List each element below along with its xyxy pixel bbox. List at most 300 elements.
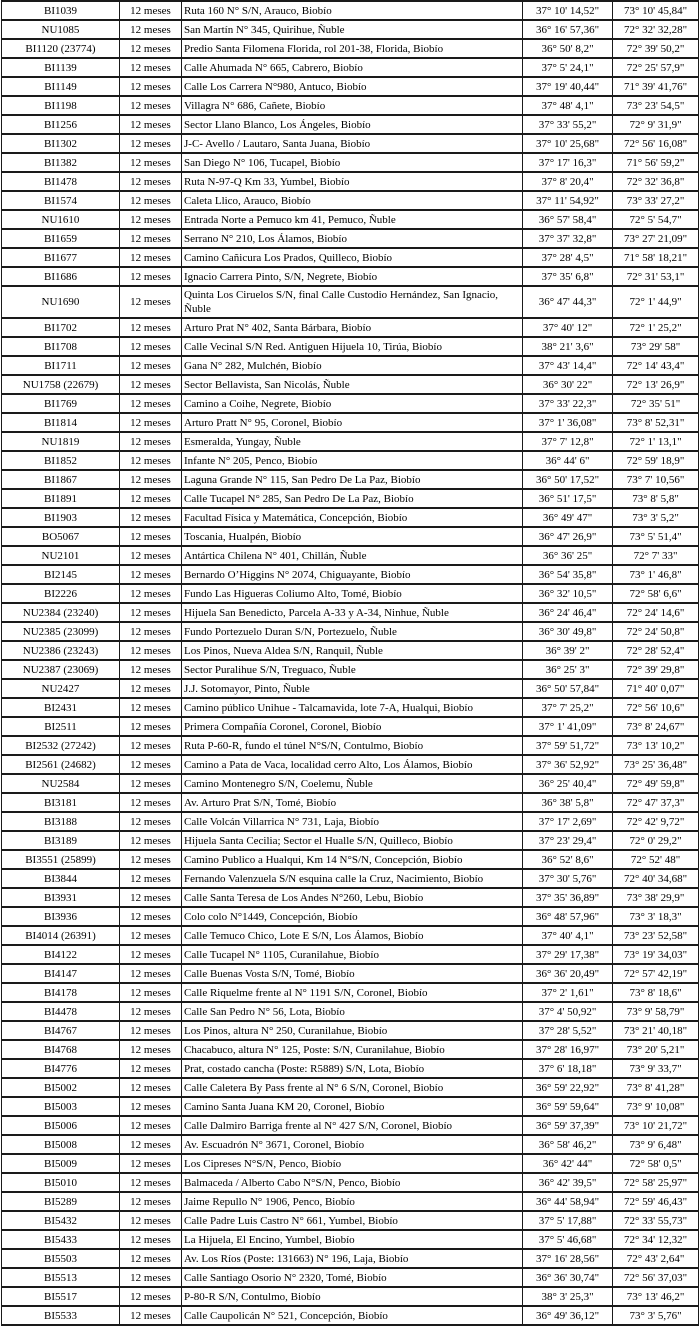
address-cell: Los Pinos, Nueva Aldea S/N, Ranquil, Ñuble (182, 642, 523, 661)
period-cell: 12 meses (120, 965, 182, 984)
longitude-cell: 73° 38' 29,9" (613, 889, 699, 908)
period-cell: 12 meses (120, 946, 182, 965)
address-cell: Av. Arturo Prat S/N, Tomé, Biobío (182, 794, 523, 813)
period-cell: 12 meses (120, 1250, 182, 1269)
period-cell: 12 meses (120, 1079, 182, 1098)
station-id-cell: BI4014 (26391) (2, 927, 120, 946)
station-id-cell: BI5003 (2, 1098, 120, 1117)
latitude-cell: 36° 50' 57,84" (523, 680, 613, 699)
address-cell: Arturo Pratt N° 95, Coronel, Biobío (182, 414, 523, 433)
latitude-cell: 37° 11' 54,92" (523, 192, 613, 211)
address-cell: Sector Puralihue S/N, Treguaco, Ñuble (182, 661, 523, 680)
period-cell: 12 meses (120, 680, 182, 699)
latitude-cell: 37° 7' 25,2" (523, 699, 613, 718)
period-cell: 12 meses (120, 268, 182, 287)
station-id-cell: NU1610 (2, 211, 120, 230)
longitude-cell: 73° 5' 51,4" (613, 528, 699, 547)
station-id-cell: BI1711 (2, 357, 120, 376)
address-cell: Calle Caupolicán N° 521, Concepción, Biobío (182, 1307, 523, 1326)
address-cell: Infante N° 205, Penco, Biobío (182, 452, 523, 471)
period-cell: 12 meses (120, 471, 182, 490)
latitude-cell: 36° 57' 58,4" (523, 211, 613, 230)
period-cell: 12 meses (120, 116, 182, 135)
station-id-cell: BI2145 (2, 566, 120, 585)
station-id-cell: BI5503 (2, 1250, 120, 1269)
latitude-cell: 36° 44' 6" (523, 452, 613, 471)
period-cell: 12 meses (120, 870, 182, 889)
station-id-cell: BI5432 (2, 1212, 120, 1231)
period-cell: 12 meses (120, 211, 182, 230)
period-cell: 12 meses (120, 2, 182, 21)
latitude-cell: 38° 21' 3,6" (523, 338, 613, 357)
table-row (2, 319, 699, 338)
period-cell: 12 meses (120, 395, 182, 414)
address-cell: Calle Padre Luis Castro N° 661, Yumbel, Biobío (182, 1212, 523, 1231)
latitude-cell: 36° 44' 58,94" (523, 1193, 613, 1212)
address-cell: Gana N° 282, Mulchén, Biobío (182, 357, 523, 376)
table-row (2, 1079, 699, 1098)
longitude-cell: 72° 25' 57,9" (613, 59, 699, 78)
period-cell: 12 meses (120, 585, 182, 604)
period-cell: 12 meses (120, 832, 182, 851)
address-cell: Fundo Portezuelo Duran S/N, Portezuelo, Ñuble (182, 623, 523, 642)
longitude-cell: 72° 35' 51" (613, 395, 699, 414)
station-id-cell: BI1382 (2, 154, 120, 173)
longitude-cell: 73° 3' 18,3" (613, 908, 699, 927)
latitude-cell: 36° 51' 17,5" (523, 490, 613, 509)
address-cell: Camino a Pata de Vaca, localidad cerro Alto, Los Álamos, Biobío (182, 756, 523, 775)
latitude-cell: 36° 36' 25" (523, 547, 613, 566)
table-row (2, 338, 699, 357)
table-row (2, 78, 699, 97)
period-cell: 12 meses (120, 889, 182, 908)
address-cell: Calle Santiago Osorio N° 2320, Tomé, Biobío (182, 1269, 523, 1288)
longitude-cell: 72° 0' 29,2" (613, 832, 699, 851)
station-id-cell: BI4776 (2, 1060, 120, 1079)
latitude-cell: 37° 59' 51,72" (523, 737, 613, 756)
longitude-cell: 71° 58' 18,21" (613, 249, 699, 268)
longitude-cell: 73° 9' 33,7" (613, 1060, 699, 1079)
period-cell: 12 meses (120, 1174, 182, 1193)
longitude-cell: 73° 9' 6,48" (613, 1136, 699, 1155)
table-row (2, 490, 699, 509)
station-id-cell: BI3936 (2, 908, 120, 927)
longitude-cell: 73° 21' 40,18" (613, 1022, 699, 1041)
table-row (2, 566, 699, 585)
station-id-cell: BI1867 (2, 471, 120, 490)
longitude-cell: 72° 34' 12,32" (613, 1231, 699, 1250)
latitude-cell: 36° 58' 46,2" (523, 1136, 613, 1155)
longitude-cell: 73° 25' 36,48" (613, 756, 699, 775)
address-cell: Fundo Las Higueras Coliumo Alto, Tomé, Biobío (182, 585, 523, 604)
table-row (2, 1269, 699, 1288)
address-cell: J.J. Sotomayor, Pinto, Ñuble (182, 680, 523, 699)
address-cell: Sector Llano Blanco, Los Ángeles, Biobío (182, 116, 523, 135)
address-cell: Fernando Valenzuela S/N esquina calle la Cruz, Nacimiento, Biobío (182, 870, 523, 889)
station-id-cell: BI1702 (2, 319, 120, 338)
station-id-cell: BI5517 (2, 1288, 120, 1307)
address-cell: Ignacio Carrera Pinto, S/N, Negrete, Biobío (182, 268, 523, 287)
longitude-cell: 73° 9' 58,79" (613, 1003, 699, 1022)
address-cell: Camino Santa Juana KM 20, Coronel, Biobío (182, 1098, 523, 1117)
address-cell: Ruta 160 N° S/N, Arauco, Biobío (182, 2, 523, 21)
latitude-cell: 37° 17' 2,69" (523, 813, 613, 832)
period-cell: 12 meses (120, 249, 182, 268)
address-cell: P-80-R S/N, Contulmo, Biobío (182, 1288, 523, 1307)
longitude-cell: 73° 29' 58" (613, 338, 699, 357)
period-cell: 12 meses (120, 1155, 182, 1174)
table-row (2, 135, 699, 154)
longitude-cell: 73° 8' 41,28" (613, 1079, 699, 1098)
latitude-cell: 38° 3' 25,3" (523, 1288, 613, 1307)
table-row (2, 718, 699, 737)
latitude-cell: 37° 1' 41,09" (523, 718, 613, 737)
latitude-cell: 37° 17' 16,3" (523, 154, 613, 173)
address-cell: Calle Tucapel N° 285, San Pedro De La Paz, Biobío (182, 490, 523, 509)
address-cell: Los Pinos, altura N° 250, Curanilahue, Biobío (182, 1022, 523, 1041)
longitude-cell: 72° 28' 52,4" (613, 642, 699, 661)
latitude-cell: 36° 47' 26,9" (523, 528, 613, 547)
station-id-cell: BI1659 (2, 230, 120, 249)
longitude-cell: 71° 56' 59,2" (613, 154, 699, 173)
station-id-cell: BI3181 (2, 794, 120, 813)
latitude-cell: 36° 25' 40,4" (523, 775, 613, 794)
address-cell: Camino público Unihue - Talcamavida, lote 7-A, Hualqui, Biobío (182, 699, 523, 718)
longitude-cell: 73° 13' 46,2" (613, 1288, 699, 1307)
station-id-cell: BI2511 (2, 718, 120, 737)
period-cell: 12 meses (120, 21, 182, 40)
table-row (2, 116, 699, 135)
address-cell: Predio Santa Filomena Florida, rol 201-38, Florida, Biobío (182, 40, 523, 59)
latitude-cell: 36° 48' 57,96" (523, 908, 613, 927)
period-cell: 12 meses (120, 173, 182, 192)
longitude-cell: 72° 14' 43,4" (613, 357, 699, 376)
latitude-cell: 36° 50' 8,2" (523, 40, 613, 59)
latitude-cell: 36° 30' 49,8" (523, 623, 613, 642)
longitude-cell: 73° 7' 10,56" (613, 471, 699, 490)
table-row (2, 642, 699, 661)
address-cell: Calle Santa Teresa de Los Andes N°260, Lebu, Biobío (182, 889, 523, 908)
longitude-cell: 72° 1' 44,9" (613, 287, 699, 319)
station-id-cell: NU1758 (22679) (2, 376, 120, 395)
latitude-cell: 37° 29' 17,38" (523, 946, 613, 965)
table-row (2, 452, 699, 471)
address-cell: J-C- Avello / Lautaro, Santa Juana, Biobío (182, 135, 523, 154)
station-id-cell: BI5002 (2, 1079, 120, 1098)
longitude-cell: 73° 33' 27,2" (613, 192, 699, 211)
latitude-cell: 36° 49' 47" (523, 509, 613, 528)
table-row (2, 249, 699, 268)
table-row (2, 192, 699, 211)
station-id-cell: BI1039 (2, 2, 120, 21)
period-cell: 12 meses (120, 1041, 182, 1060)
period-cell: 12 meses (120, 813, 182, 832)
latitude-cell: 37° 4' 50,92" (523, 1003, 613, 1022)
latitude-cell: 37° 6' 18,18" (523, 1060, 613, 1079)
latitude-cell: 37° 35' 6,8" (523, 268, 613, 287)
table-row (2, 794, 699, 813)
latitude-cell: 37° 16' 28,56" (523, 1250, 613, 1269)
longitude-cell: 71° 40' 0,07" (613, 680, 699, 699)
latitude-cell: 36° 38' 5,8" (523, 794, 613, 813)
longitude-cell: 72° 58' 25,97" (613, 1174, 699, 1193)
latitude-cell: 37° 7' 12,8" (523, 433, 613, 452)
monitoring-stations-table (1, 0, 699, 1326)
period-cell: 12 meses (120, 1060, 182, 1079)
table-row (2, 1155, 699, 1174)
latitude-cell: 36° 36' 20,49" (523, 965, 613, 984)
table-row (2, 1250, 699, 1269)
address-cell: Calle Buenas Vosta S/N, Tomé, Biobío (182, 965, 523, 984)
address-cell: Villagra N° 686, Cañete, Biobío (182, 97, 523, 116)
station-id-cell: NU2101 (2, 547, 120, 566)
address-cell: Los Cipreses N°S/N, Penco, Biobío (182, 1155, 523, 1174)
period-cell: 12 meses (120, 1288, 182, 1307)
table-row (2, 984, 699, 1003)
latitude-cell: 36° 52' 8,6" (523, 851, 613, 870)
period-cell: 12 meses (120, 1136, 182, 1155)
table-row (2, 59, 699, 78)
latitude-cell: 37° 35' 36,89" (523, 889, 613, 908)
latitude-cell: 37° 10' 25,68" (523, 135, 613, 154)
period-cell: 12 meses (120, 287, 182, 319)
table-row (2, 1041, 699, 1060)
station-id-cell: BI5009 (2, 1155, 120, 1174)
table-row (2, 1098, 699, 1117)
latitude-cell: 36° 47' 44,3" (523, 287, 613, 319)
address-cell: Calle Ahumada N° 665, Cabrero, Biobío (182, 59, 523, 78)
latitude-cell: 37° 28' 4,5" (523, 249, 613, 268)
longitude-cell: 72° 9' 31,9" (613, 116, 699, 135)
longitude-cell: 73° 10' 45,84" (613, 2, 699, 21)
table-row (2, 699, 699, 718)
address-cell: Facultad Física y Matemática, Concepción, Biobío (182, 509, 523, 528)
longitude-cell: 73° 20' 5,21" (613, 1041, 699, 1060)
longitude-cell: 72° 47' 37,3" (613, 794, 699, 813)
period-cell: 12 meses (120, 737, 182, 756)
period-cell: 12 meses (120, 1231, 182, 1250)
table-row (2, 97, 699, 116)
station-id-cell: BI4767 (2, 1022, 120, 1041)
table-row (2, 1136, 699, 1155)
period-cell: 12 meses (120, 1117, 182, 1136)
period-cell: 12 meses (120, 357, 182, 376)
address-cell: Prat, costado cancha (Poste: R5889) S/N, Lota, Biobío (182, 1060, 523, 1079)
longitude-cell: 73° 8' 5,8" (613, 490, 699, 509)
address-cell: Av. Escuadrón N° 3671, Coronel, Biobío (182, 1136, 523, 1155)
table-row (2, 1060, 699, 1079)
station-id-cell: BI1198 (2, 97, 120, 116)
station-id-cell: NU2387 (23069) (2, 661, 120, 680)
station-id-cell: BI5513 (2, 1269, 120, 1288)
period-cell: 12 meses (120, 433, 182, 452)
address-cell: La Hijuela, El Encino, Yumbel, Biobío (182, 1231, 523, 1250)
station-id-cell: BI1256 (2, 116, 120, 135)
station-id-cell: BI1574 (2, 192, 120, 211)
latitude-cell: 37° 23' 29,4" (523, 832, 613, 851)
latitude-cell: 36° 30' 22" (523, 376, 613, 395)
latitude-cell: 36° 39' 2" (523, 642, 613, 661)
latitude-cell: 37° 2' 1,61" (523, 984, 613, 1003)
latitude-cell: 37° 33' 22,3" (523, 395, 613, 414)
table-row (2, 604, 699, 623)
table-row (2, 680, 699, 699)
table-row (2, 775, 699, 794)
address-cell: San Martín N° 345, Quirihue, Ñuble (182, 21, 523, 40)
station-id-cell: BI1686 (2, 268, 120, 287)
table-row (2, 1212, 699, 1231)
address-cell: Antártica Chilena N° 401, Chillán, Ñuble (182, 547, 523, 566)
latitude-cell: 37° 40' 4,1" (523, 927, 613, 946)
table-row (2, 623, 699, 642)
table-row (2, 211, 699, 230)
station-id-cell: NU1085 (2, 21, 120, 40)
table-row (2, 414, 699, 433)
period-cell: 12 meses (120, 192, 182, 211)
longitude-cell: 72° 7' 33" (613, 547, 699, 566)
latitude-cell: 37° 5' 17,88" (523, 1212, 613, 1231)
address-cell: Calle San Pedro N° 56, Lota, Biobío (182, 1003, 523, 1022)
address-cell: Calle Los Carrera N°980, Antuco, Biobío (182, 78, 523, 97)
table-row (2, 661, 699, 680)
longitude-cell: 72° 56' 37,03" (613, 1269, 699, 1288)
period-cell: 12 meses (120, 490, 182, 509)
period-cell: 12 meses (120, 756, 182, 775)
period-cell: 12 meses (120, 1269, 182, 1288)
address-cell: Esmeralda, Yungay, Ñuble (182, 433, 523, 452)
station-id-cell: NU2427 (2, 680, 120, 699)
period-cell: 12 meses (120, 623, 182, 642)
period-cell: 12 meses (120, 414, 182, 433)
station-id-cell: BI5433 (2, 1231, 120, 1250)
period-cell: 12 meses (120, 452, 182, 471)
address-cell: Quinta Los Ciruelos S/N, final Calle Custodio Hernández, San Ignacio, Ñuble (182, 287, 523, 319)
table-row (2, 395, 699, 414)
latitude-cell: 37° 43' 14,4" (523, 357, 613, 376)
latitude-cell: 36° 59' 37,39" (523, 1117, 613, 1136)
table-row (2, 737, 699, 756)
table-row (2, 154, 699, 173)
period-cell: 12 meses (120, 1003, 182, 1022)
latitude-cell: 36° 54' 35,8" (523, 566, 613, 585)
table-row (2, 965, 699, 984)
latitude-cell: 37° 5' 24,1" (523, 59, 613, 78)
station-id-cell: BI5006 (2, 1117, 120, 1136)
period-cell: 12 meses (120, 1098, 182, 1117)
longitude-cell: 72° 13' 26,9" (613, 376, 699, 395)
table-row (2, 471, 699, 490)
address-cell: Calle Caletera By Pass frente al N° 6 S/N, Coronel, Biobío (182, 1079, 523, 1098)
station-id-cell: BI1814 (2, 414, 120, 433)
longitude-cell: 72° 57' 42,19" (613, 965, 699, 984)
station-id-cell: NU1819 (2, 433, 120, 452)
longitude-cell: 73° 8' 18,6" (613, 984, 699, 1003)
longitude-cell: 72° 39' 29,8" (613, 661, 699, 680)
station-id-cell: NU2384 (23240) (2, 604, 120, 623)
period-cell: 12 meses (120, 528, 182, 547)
latitude-cell: 37° 1' 36,08" (523, 414, 613, 433)
station-id-cell: BI1302 (2, 135, 120, 154)
longitude-cell: 73° 9' 10,08" (613, 1098, 699, 1117)
period-cell: 12 meses (120, 794, 182, 813)
address-cell: Calle Volcán Villarrica N° 731, Laja, Biobío (182, 813, 523, 832)
address-cell: Camino a Coihe, Negrete, Biobío (182, 395, 523, 414)
longitude-cell: 73° 1' 46,8" (613, 566, 699, 585)
longitude-cell: 72° 32' 32,28" (613, 21, 699, 40)
latitude-cell: 37° 28' 5,52" (523, 1022, 613, 1041)
table-row (2, 889, 699, 908)
period-cell: 12 meses (120, 135, 182, 154)
longitude-cell: 72° 59' 46,43" (613, 1193, 699, 1212)
table-row (2, 851, 699, 870)
address-cell: San Diego N° 106, Tucapel, Biobío (182, 154, 523, 173)
address-cell: Jaime Repullo N° 1906, Penco, Biobío (182, 1193, 523, 1212)
longitude-cell: 72° 32' 36,8" (613, 173, 699, 192)
address-cell: Ruta N-97-Q Km 33, Yumbel, Biobío (182, 173, 523, 192)
longitude-cell: 72° 1' 13,1" (613, 433, 699, 452)
longitude-cell: 72° 49' 59,8" (613, 775, 699, 794)
period-cell: 12 meses (120, 230, 182, 249)
address-cell: Camino Cañicura Los Prados, Quilleco, Biobío (182, 249, 523, 268)
latitude-cell: 36° 50' 17,52" (523, 471, 613, 490)
address-cell: Hijuela San Benedicto, Parcela A-33 y A-34, Ninhue, Ñuble (182, 604, 523, 623)
table-row (2, 870, 699, 889)
station-id-cell: BI2226 (2, 585, 120, 604)
address-cell: Colo colo N°1449, Concepción, Biobío (182, 908, 523, 927)
period-cell: 12 meses (120, 642, 182, 661)
longitude-cell: 72° 5' 54,7" (613, 211, 699, 230)
address-cell: Av. Los Ríos (Poste: 131663) N° 196, Laja, Biobío (182, 1250, 523, 1269)
longitude-cell: 72° 39' 50,2" (613, 40, 699, 59)
latitude-cell: 37° 8' 20,4" (523, 173, 613, 192)
longitude-cell: 72° 58' 0,5" (613, 1155, 699, 1174)
latitude-cell: 36° 32' 10,5" (523, 585, 613, 604)
longitude-cell: 72° 58' 6,6" (613, 585, 699, 604)
period-cell: 12 meses (120, 984, 182, 1003)
period-cell: 12 meses (120, 851, 182, 870)
station-id-cell: BI3189 (2, 832, 120, 851)
table-row (2, 1174, 699, 1193)
latitude-cell: 37° 10' 14,52" (523, 2, 613, 21)
station-id-cell: BI1891 (2, 490, 120, 509)
longitude-cell: 72° 56' 10,6" (613, 699, 699, 718)
table-row (2, 1231, 699, 1250)
period-cell: 12 meses (120, 59, 182, 78)
station-id-cell: NU2584 (2, 775, 120, 794)
longitude-cell: 73° 23' 54,5" (613, 97, 699, 116)
longitude-cell: 72° 24' 50,8" (613, 623, 699, 642)
station-id-cell: NU1690 (2, 287, 120, 319)
latitude-cell: 36° 59' 59,64" (523, 1098, 613, 1117)
longitude-cell: 72° 56' 16,08" (613, 135, 699, 154)
period-cell: 12 meses (120, 1193, 182, 1212)
period-cell: 12 meses (120, 718, 182, 737)
longitude-cell: 72° 33' 55,73" (613, 1212, 699, 1231)
longitude-cell: 72° 59' 18,9" (613, 452, 699, 471)
longitude-cell: 73° 23' 52,58" (613, 927, 699, 946)
station-id-cell: BI5008 (2, 1136, 120, 1155)
longitude-cell: 73° 13' 10,2" (613, 737, 699, 756)
station-id-cell: BI5010 (2, 1174, 120, 1193)
longitude-cell: 72° 42' 9,72" (613, 813, 699, 832)
period-cell: 12 meses (120, 154, 182, 173)
address-cell: Toscania, Hualpén, Biobío (182, 528, 523, 547)
table-row (2, 40, 699, 59)
address-cell: Calle Temuco Chico, Lote E S/N, Los Álamos, Biobío (182, 927, 523, 946)
address-cell: Chacabuco, altura N° 125, Poste: S/N, Curanilahue, Biobío (182, 1041, 523, 1060)
period-cell: 12 meses (120, 908, 182, 927)
station-id-cell: BI4768 (2, 1041, 120, 1060)
